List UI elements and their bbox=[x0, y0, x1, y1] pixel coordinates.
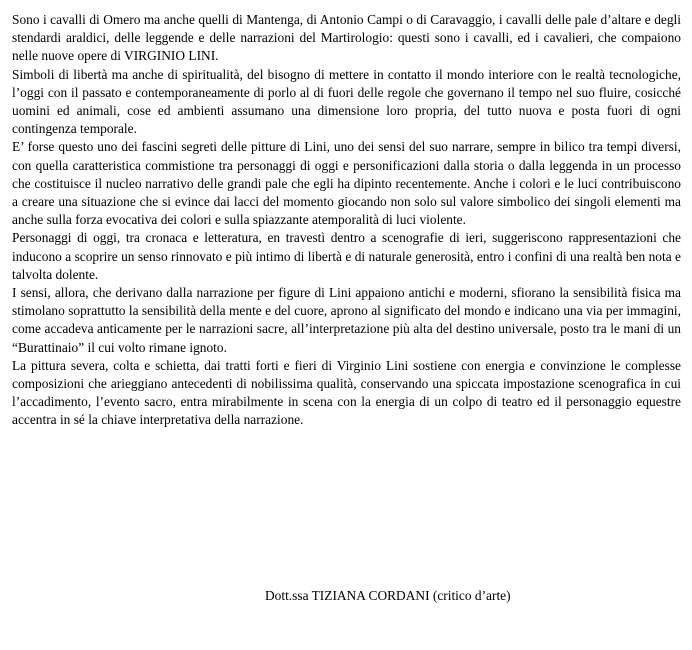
document-body bbox=[12, 11, 681, 430]
paragraph-sensi: I sensi, allora, che derivano dalla narrazione per figure di Lini appaiono antichi e moderni, sfiorano la sensibilità fisica ma stimolano soprattutto la sensibilità della mente e del cuore, aprono al significato del mondo e indicano una via per immagini, come accadeva anticamente per le narrazioni sacre, all’interpretazione più alta del destino universale, posto tra le mani di un “Burattinaio” il cui volto rimane ignoto. bbox=[12, 285, 681, 355]
paragraph-personaggi: Personaggi di oggi, tra cronaca e letteratura, en travestì dentro a scenografie di ieri, suggeriscono rappresentazioni che inducono a scoprire un senso rinnovato e più intimo di libertà e di naturale generosità, entro i confini di una realtà ben nota e talvolta dolente. bbox=[12, 230, 681, 282]
paragraph-simboli: Simboli di libertà ma anche di spiritualità, del bisogno di mettere in contatto il mondo interiore con le realtà tecnologiche, l’oggi con il passato e contemporaneamente di porlo al di fuori delle regole che governano il tempo nel suo fluire, cosicché uomini ed animali, cose ed ambienti assumano una dimensione loro propria, del tutto nuova e posta fuori di ogni contingenza temporale. bbox=[12, 66, 681, 137]
author-signature: Dott.ssa TIZIANA CORDANI (critico d’arte) bbox=[265, 588, 511, 603]
paragraph-fascini: E’ forse questo uno dei fascini segreti delle pitture di Lini, uno dei sensi del suo narrare, sempre in bilico tra tempi diversi, con quella caratteristica commistione tra personaggi di oggi e personificazioni dalla storia o dalla leggenda in un processo che costituisce il nucleo narrativo delle grandi pale che egli ha dipinto recentemente. Anche i colori e le luci contribuiscono a creare una situazione che si evince dai lacci del momento giocando non solo sul valore simbolico dei singoli elementi ma anche sulla forza evocativa dei colori e sulla spiazzante atemporalità di luci violente. bbox=[12, 139, 681, 228]
paragraph-cavalli: Sono i cavalli di Omero ma anche quelli di Mantenga, di Antonio Campi o di Caravaggio, i cavalli delle pale d’altare e degli stendardi araldici, delle leggende e delle narrazioni del Martirologio: questi sono i cavalli, ed i cavalieri, che compaiono nelle nuove opere di VIRGINIO LINI. bbox=[12, 12, 681, 64]
paragraph-pittura: La pittura severa, colta e schietta, dai tratti forti e fieri di Virginio Lini sostiene con energia e convinzione le complesse composizioni che arieggiano antecedenti di nobilissima qualità, conservando una spiccata impostazione scenografica in cui l’accadimento, l’evento sacro, entra mirabilmente in scena con la energia di un colpo di teatro ed il personaggio equestre accentra in sé la chiave interpretativa della narrazione. bbox=[12, 357, 681, 428]
